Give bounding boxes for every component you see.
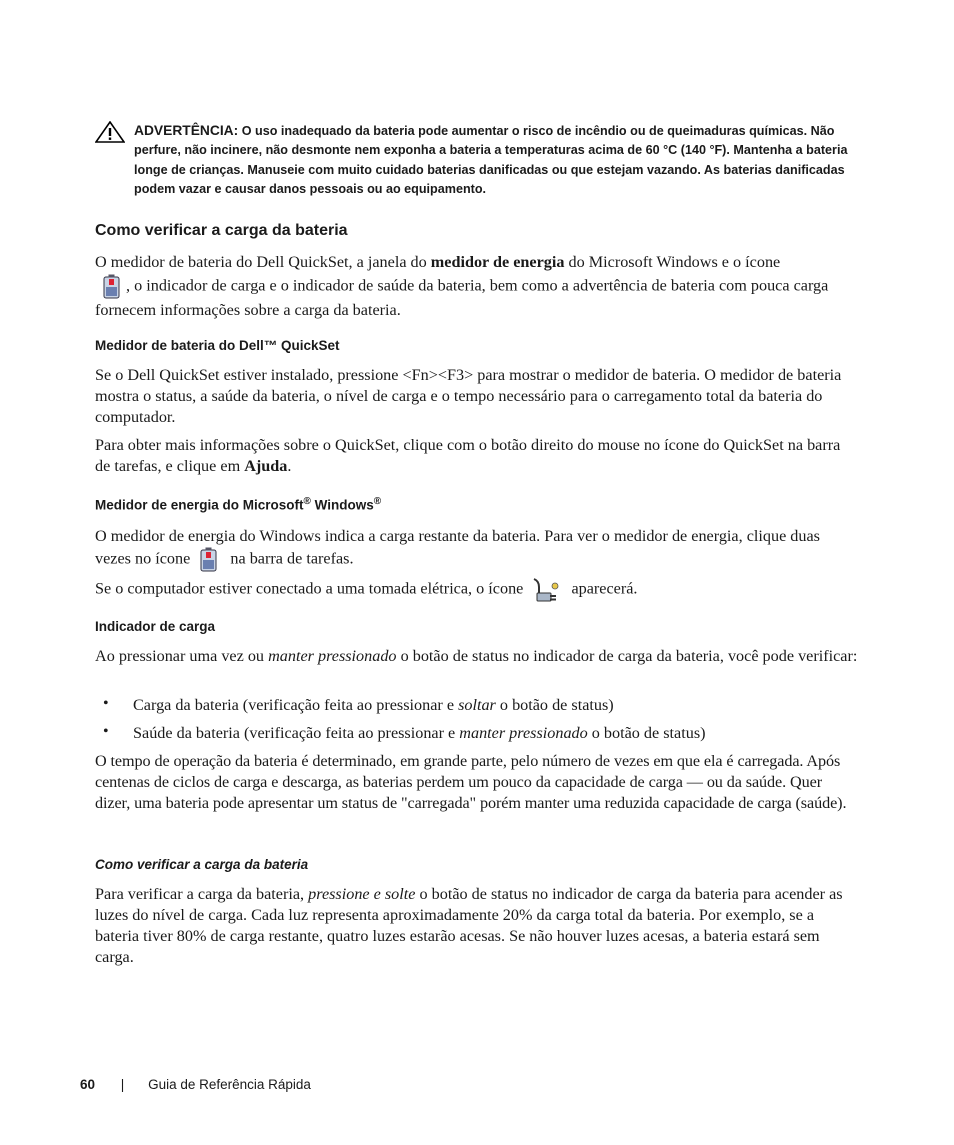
text-run: Saúde da bateria (verificação feita ao pressionar e — [133, 724, 460, 742]
section-windows-paragraph-2 — [95, 575, 859, 605]
list-item — [95, 695, 859, 723]
text-run: aparecerá. — [571, 579, 638, 598]
section-windows-paragraph-1 — [95, 526, 859, 573]
page-footer — [80, 1077, 311, 1092]
title-run: Windows — [310, 497, 374, 513]
registered-mark: ® — [303, 496, 311, 507]
list-item-text — [133, 695, 614, 716]
bullet-marker: • — [103, 695, 109, 712]
section-title: Indicador de carga — [95, 619, 216, 634]
text-run: . — [287, 457, 292, 475]
text-run: o botão de status no indicador de carga da bateria, você pode verificar: — [396, 647, 858, 665]
list-item — [95, 723, 859, 751]
text-run: Carga da bateria (verificação feita ao pressionar e — [133, 696, 459, 714]
ac-power-plug-icon — [531, 575, 561, 605]
bullet-marker: • — [103, 723, 109, 740]
warning-text-block — [134, 121, 860, 200]
section-title: Medidor de bateria do Dell™ QuickSet — [95, 338, 340, 353]
text-run: Se o computador estiver conectado a uma tomada elétrica, o ícone — [95, 579, 524, 598]
warning-triangle-icon — [95, 121, 125, 143]
text-run: na barra de tarefas. — [230, 549, 354, 568]
battery-meter-icon — [101, 274, 123, 300]
title-run: Medidor de energia do Microsoft — [95, 497, 304, 513]
text-run-bold: medidor de energia — [430, 253, 565, 271]
paragraph: O tempo de operação da bateria é determinado, em grande parte, pelo número de vezes em que ela é carregada. Após centenas de ciclos de carga e descarga, as baterias perdem um pouco da capacidade de carga — ou da saúde. Quer dizer, uma bateria pode apresentar um status de "carregada" porém manter uma reduzida capacidade de carga (saúde). — [95, 752, 847, 812]
section-quickset-heading-wrap — [95, 338, 859, 353]
section-title — [95, 496, 859, 513]
text-run: o botão de status) — [587, 724, 706, 742]
section-quickset-paragraph-2 — [95, 435, 859, 477]
section-indicator-heading-wrap — [95, 619, 859, 634]
section-verify-heading-wrap — [95, 857, 859, 872]
section-indicator-paragraph-1 — [95, 646, 859, 667]
page-number: 60 — [80, 1077, 96, 1092]
text-run: , o indicador de carga e o indicador de saúde da bateria, bem como a advertência de bateria com pouca carga fornecem informações sobre a carga da bateria. — [95, 276, 829, 319]
text-run: o botão de status no indicador de carga da bateria para acender as luzes do nível de carga. Cada luz representa aproximadamente 20% da carga total da bateria. Por exemplo, se a bateria tiver 80% de carga restante, quatro luzes estarão acesas. Se não houver luzes acesas, a bateria estará sem carga. — [95, 885, 843, 966]
text-run-italic: pressione e solte — [308, 885, 416, 903]
footer-title: Guia de Referência Rápida — [148, 1077, 311, 1092]
text-run-bold: Ajuda — [244, 457, 288, 475]
warning-text: O uso inadequado da bateria pode aumentar o risco de incêndio ou de queimaduras químicas. Não perfure, não incinere, não desmonte nem exponha a bateria a temperaturas acima de 60 °C (140 °F). Mantenha a bateria longe de crianças. Manuseie com muito cuidado baterias danificadas ou que estejam vazando. As baterias danificadas podem vazar e causar danos pessoais ou ao equipamento. — [134, 124, 848, 197]
paragraph: Se o Dell QuickSet estiver instalado, pressione <Fn><F3> para mostrar o medidor de bateria. O medidor de bateria mostra o status, a saúde da bateria, o nível de carga e o tempo necessário para o carregamento total da bateria do computador. — [95, 366, 842, 426]
text-run: Para verificar a carga da bateria, — [95, 885, 309, 903]
section-check-paragraph — [95, 252, 859, 321]
section-verify-paragraph — [95, 884, 859, 968]
section-indicator-paragraph-2 — [95, 751, 859, 814]
text-run-italic: manter pressionado — [268, 647, 397, 665]
section-quickset-paragraph-1 — [95, 365, 859, 428]
text-run: O medidor de bateria do Dell QuickSet, a janela do — [95, 253, 431, 271]
section-title: Como verificar a carga da bateria — [95, 222, 348, 239]
section-windows-heading-wrap — [95, 496, 859, 513]
footer-separator: | — [120, 1077, 125, 1092]
text-run: Para obter mais informações sobre o QuickSet, clique com o botão direito do mouse no ícone do QuickSet na barra de tarefas, e clique em — [95, 436, 841, 475]
text-run-italic: soltar — [458, 696, 496, 714]
warning-label: ADVERTÊNCIA: — [134, 123, 239, 138]
battery-meter-icon — [198, 547, 220, 573]
registered-mark: ® — [373, 496, 382, 507]
list-item-text — [133, 723, 706, 744]
text-run: do Microsoft Windows e o ícone — [564, 253, 781, 271]
section-check-heading-wrap — [95, 222, 859, 240]
section-title: Como verificar a carga da bateria — [95, 857, 309, 872]
text-run: Ao pressionar uma vez ou — [95, 647, 269, 665]
bullet-list — [95, 695, 859, 751]
text-run-italic: manter pressionado — [459, 724, 588, 742]
text-run: o botão de status) — [495, 696, 614, 714]
text-run: O medidor de energia do Windows indica a carga restante da bateria. Para ver o medidor de energia, clique duas vezes no ícone — [95, 527, 820, 568]
